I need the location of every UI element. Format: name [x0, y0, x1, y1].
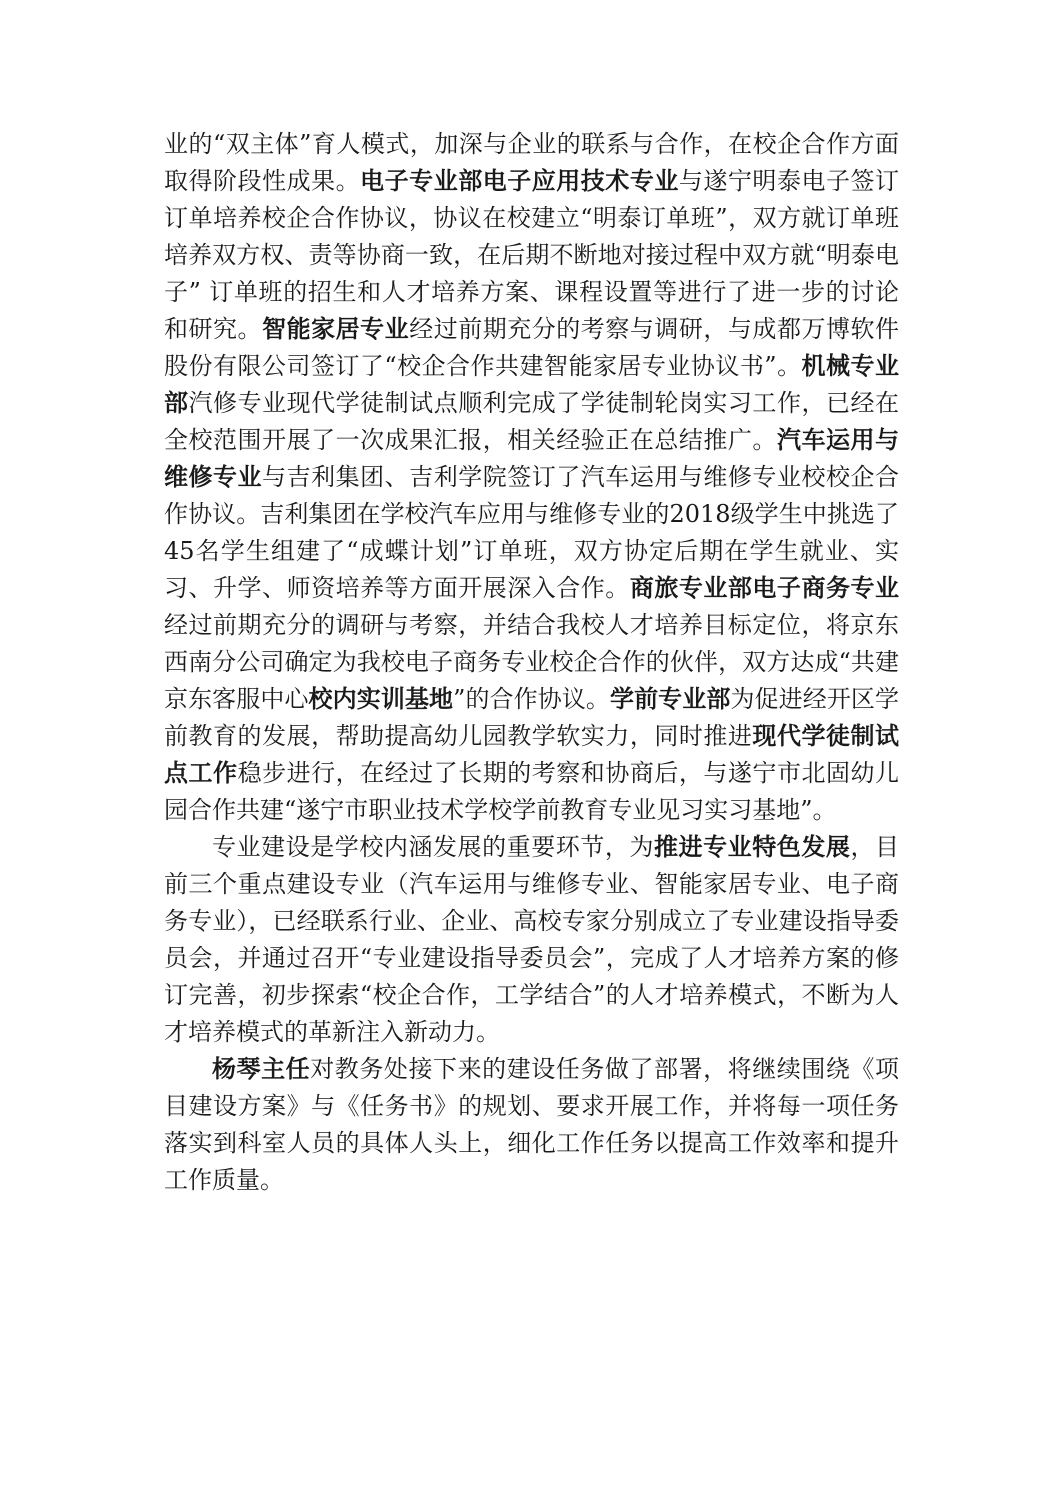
bold-text-run: 杨琴主任	[212, 1055, 311, 1083]
document-body	[164, 126, 899, 1199]
bold-text-run: 智能家居专业	[262, 315, 410, 343]
paragraph-school-enterprise-cooperation	[164, 126, 899, 829]
bold-text-run: 推进专业特色发展	[654, 833, 851, 861]
text-run: 经过前期充分的调研与考察，并结合我校人才培养目标定位，将京东西南分公司确定为我校电子商务专业校企合作的伙伴，双方达成“共建京东客服中心	[164, 611, 899, 713]
paragraph-specialty-construction	[164, 829, 899, 1051]
text-run: ，目前三个重点建设专业（汽车运用与维修专业、智能家居专业、电子商务专业），已经联系行业、企业、高校专家分别成立了专业建设指导委员会，并通过召开“专业建设指导委员会”，完成了人才培养方案的修订完善，初步探索“校企合作，工学结合”的人才培养模式，不断为人才培养模式的革新注入新动力。	[164, 833, 900, 1046]
text-run: 业的“双主体”育人模式，加深与企业的联系与合作，在校企合作方面取得阶段性成果。	[164, 130, 899, 195]
text-run: 专业建设是学校内涵发展的重要环节，为	[212, 833, 654, 861]
text-run: 与遂宁明泰电子签订订单培养校企合作协议，协议在校建立“明泰订单班”，双方就订单班培养双方权、责等协商一致，在后期不断地对接过程中双方就“明泰电子” 订单班的招生和人才培养方案、课程设置等进行了进一步的讨论和研究。	[164, 167, 900, 343]
paragraph-director-deployment	[164, 1051, 899, 1199]
bold-text-run: 电子专业部电子应用技术专业	[360, 167, 679, 195]
bold-text-run: 学前专业部	[610, 685, 731, 713]
text-run: 经过前期充分的考察与调研，与成都万博软件股份有限公司签订了“校企合作共建智能家居专业协议书”。	[164, 315, 900, 380]
text-run: 与吉利集团、吉利学院签订了汽车运用与维修专业校校企合作协议。吉利集团在学校汽车应用与维修专业的2018级学生中挑选了45名学生组建了“成蝶计划”订单班，双方协定后期在学生就业、实习、升学、师资培养等方面开展深入合作。	[164, 463, 900, 602]
bold-text-run: 汽车运用与维修专业	[164, 426, 900, 491]
text-run: ”的合作协议。	[453, 685, 610, 713]
text-run: 为促进经开区学前教育的发展，帮助提高幼儿园教学软实力，同时推进	[164, 685, 899, 750]
bold-text-run: 机械专业部	[164, 352, 899, 417]
text-run: 稳步进行，在经过了长期的考察和协商后，与遂宁市北固幼儿园合作共建“遂宁市职业技术学校学前教育专业见习实习基地”。	[164, 759, 900, 824]
bold-text-run: 校内实训基地	[308, 685, 454, 713]
bold-text-run: 现代学徒制试点工作	[164, 722, 900, 787]
text-run: 对教务处接下来的建设任务做了部署，将继续围绕《项目建设方案》与《任务书》的规划、要求开展工作，并将每一项任务落实到科室人员的具体人头上，细化工作任务以提高工作效率和提升工作质量。	[164, 1055, 900, 1194]
text-run: 汽修专业现代学徒制试点顺利完成了学徒制轮岗实习工作，已经在全校范围开展了一次成果汇报，相关经验正在总结推广。	[164, 389, 900, 454]
bold-text-run: 商旅专业部电子商务专业	[629, 574, 899, 602]
